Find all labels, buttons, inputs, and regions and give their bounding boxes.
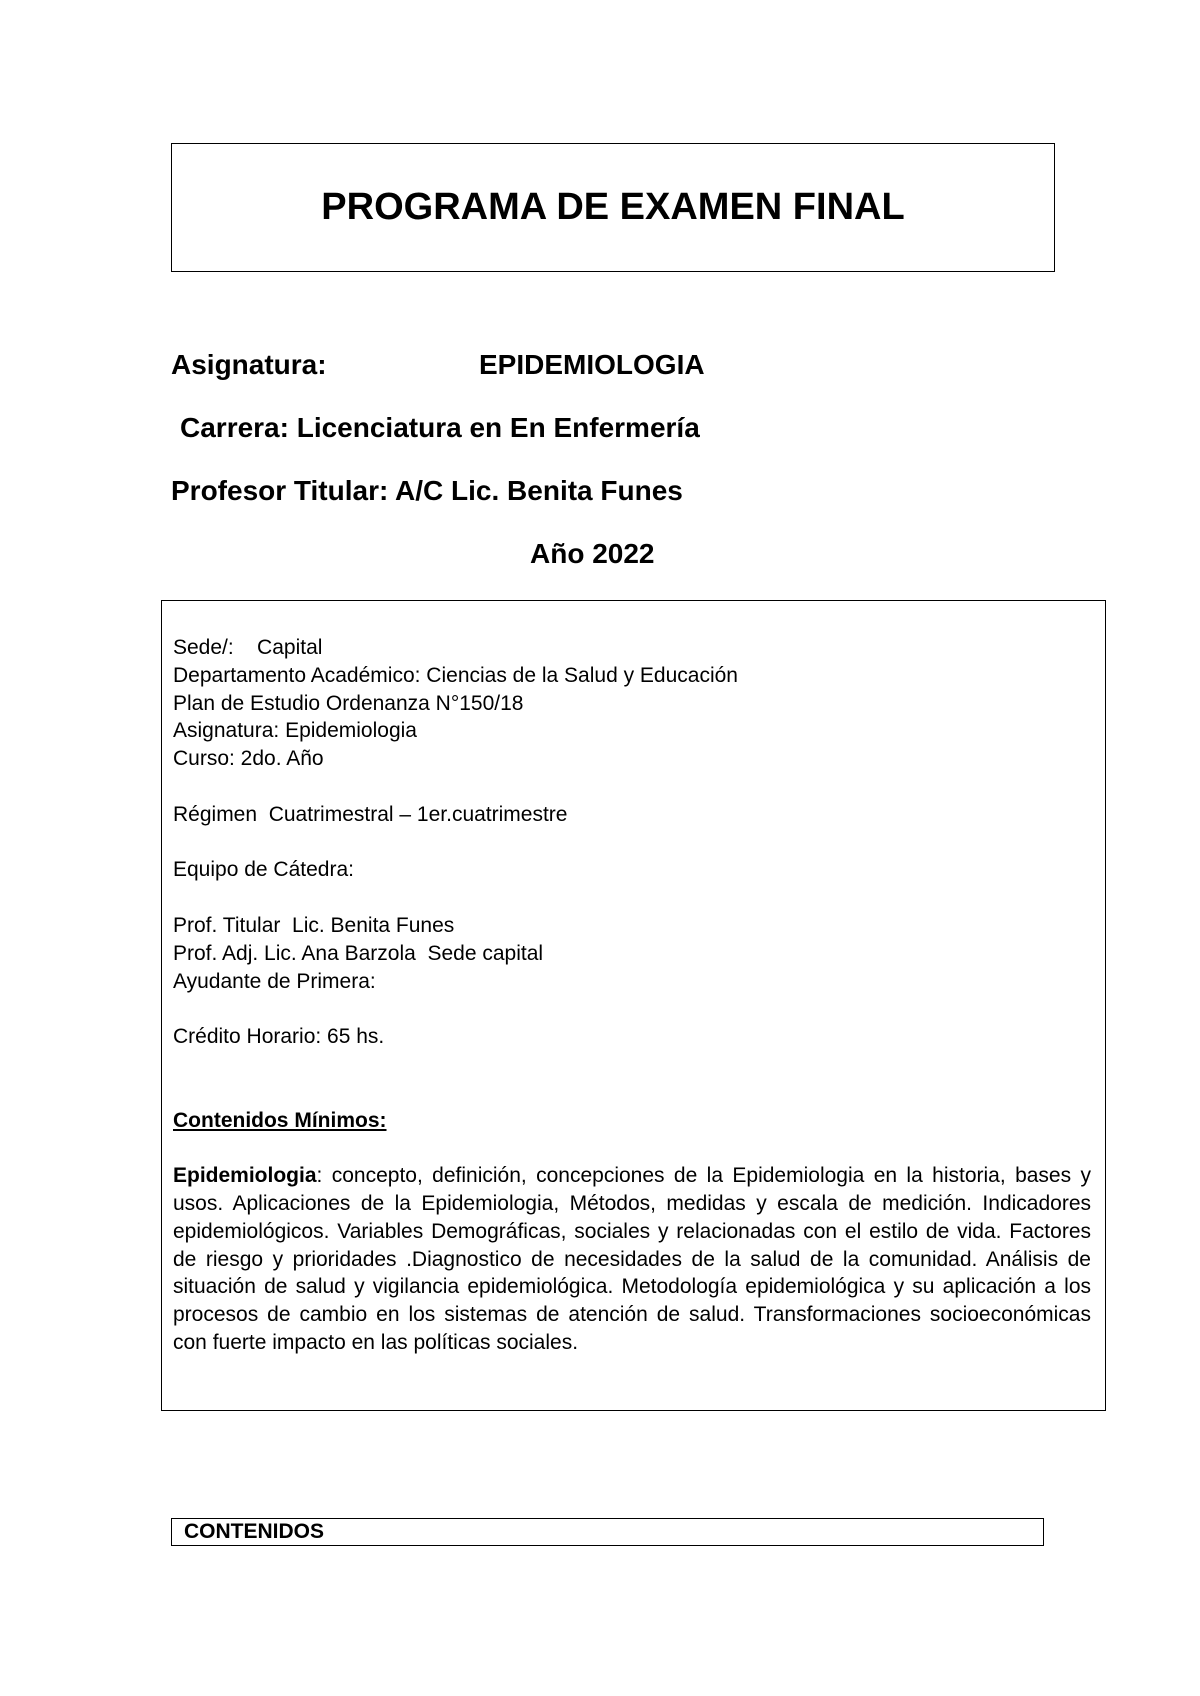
regimen-line: Régimen Cuatrimestral – 1er.cuatrimestre [173,802,568,826]
info-box [161,600,1106,1411]
asignatura-line: Asignatura: Epidemiologia [173,719,417,743]
asignatura-label: Asignatura: [171,349,327,380]
contenidos-minimos-heading: Contenidos Mínimos: [173,1108,387,1132]
departamento-line: Departamento Académico: Ciencias de la Salud y Educación [173,663,738,687]
sede-line: Sede/: Capital [173,636,323,659]
epidemiologia-term: Epidemiologia [173,1164,317,1188]
asignatura-value: EPIDEMIOLOGIA [479,349,705,380]
spacer [173,1079,1091,1107]
spacer [173,1134,1091,1162]
spacer [173,773,1091,801]
title-box [171,143,1055,272]
equipo-line: Equipo de Cátedra: [173,858,354,882]
anio-line: Año 2022 [530,538,655,569]
page-title: PROGRAMA DE EXAMEN FINAL [321,186,905,228]
carrera-line: Carrera: Licenciatura en En Enfermería [180,412,700,443]
epidemiologia-text: : concepto, definición, concepciones de la Epidemiologia en la historia, bases y usos. Aplicaciones de la Epidemiologia, Métodos, medidas y escala de medición. Indicadores epidemiológicos. Variables Demográficas, sociales y relacionadas con el estilo de vida. Factores de riesgo y prioridades .Diagnostico de necesidades de la salud de la comunidad. Análisis de situación de salud y vigilancia epidemiológica. Metodología epidemiológica y su aplicación a los procesos de cambio en los sistemas de atención de salud. Transformaciones socioeconómicas con fuerte impacto en las políticas sociales. [173,1164,1091,1354]
prof-adj-line: Prof. Adj. Lic. Ana Barzola Sede capital [173,941,544,965]
profesor-line: Profesor Titular: A/C Lic. Benita Funes [171,475,683,506]
prof-titular-line: Prof. Titular Lic. Benita Funes [173,913,455,937]
contenidos-heading: CONTENIDOS [171,1518,1044,1546]
credito-line: Crédito Horario: 65 hs. [173,1025,385,1049]
spacer [173,995,1091,1023]
epidemiologia-paragraph [173,1162,1091,1357]
curso-line: Curso: 2do. Año [173,747,324,771]
spacer [173,1051,1091,1079]
spacer [173,884,1091,912]
plan-line: Plan de Estudio Ordenanza N°150/18 [173,691,524,715]
spacer [173,829,1091,857]
ayudante-line: Ayudante de Primera: [173,969,376,993]
